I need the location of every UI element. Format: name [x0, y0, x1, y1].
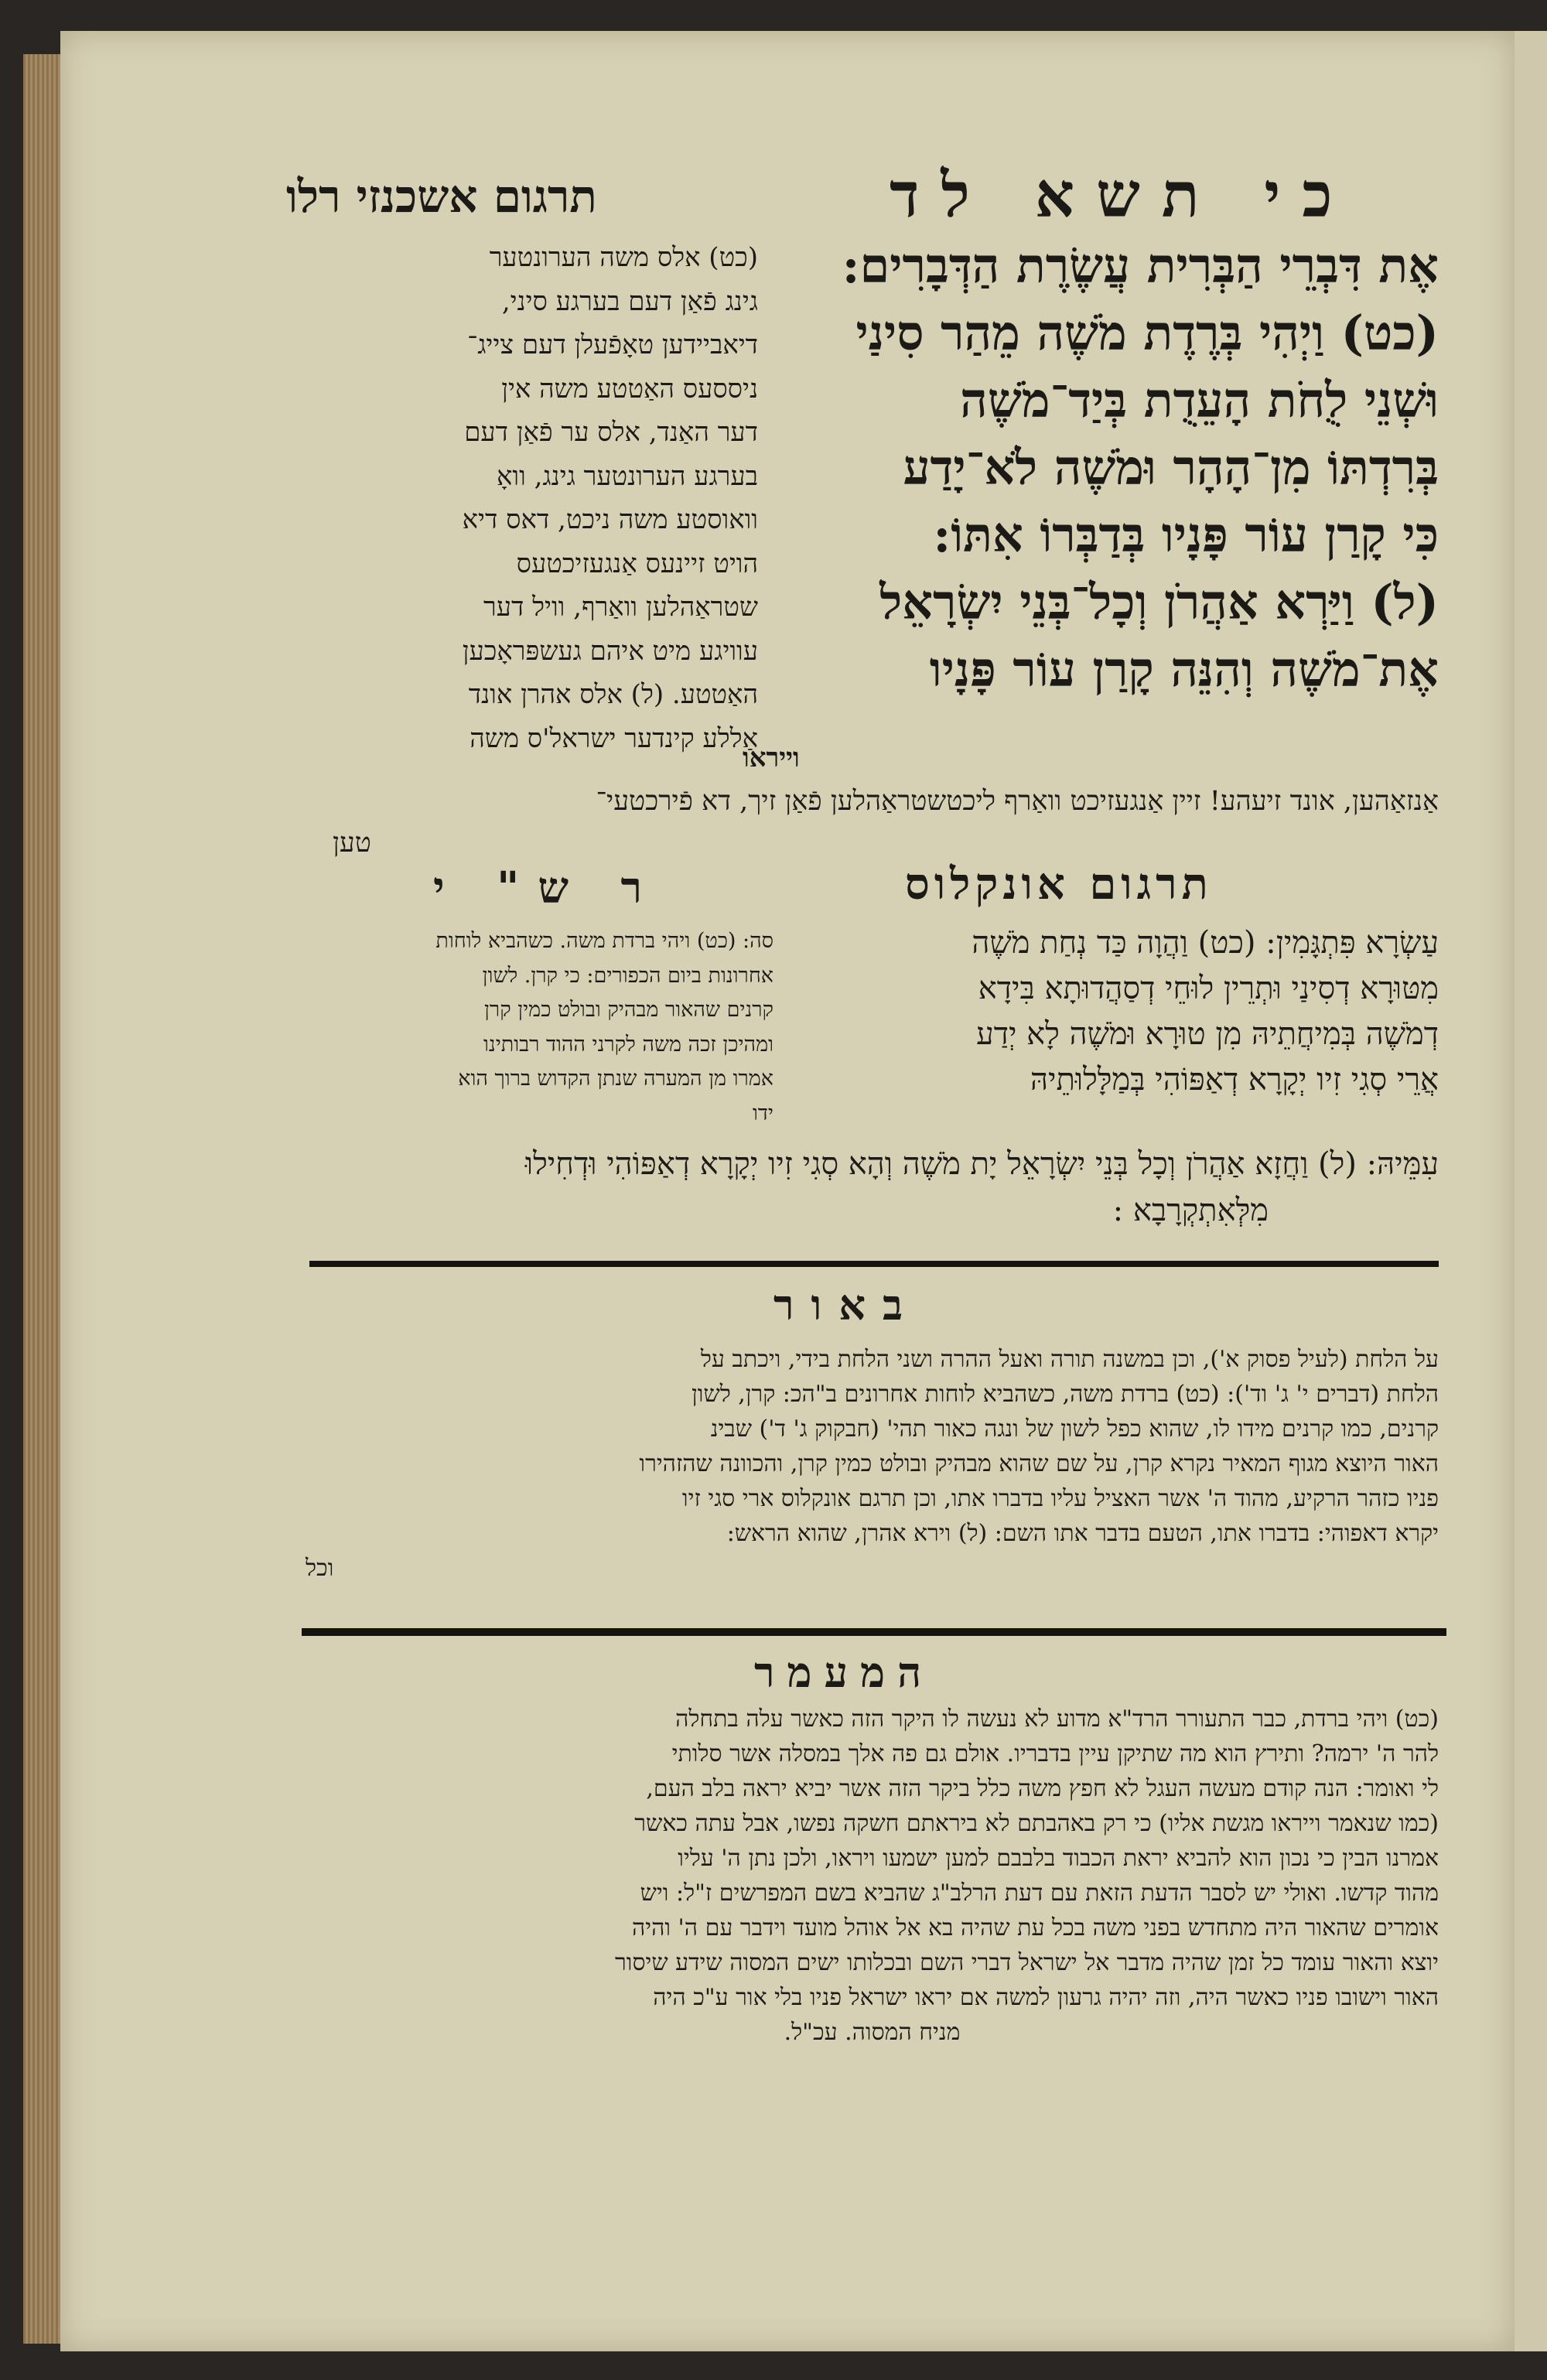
rashi-line: אמרו מן המערה שנתן הקדוש ברוך הוא [458, 1067, 774, 1091]
yiddish-line: וואוסטע משה ניכט, דאס דיא [462, 504, 758, 535]
beur-commentary [306, 1342, 1439, 1586]
yiddish-line: ניססעס האַטטע משה אין [501, 373, 758, 405]
verse-line: בְּרִדְתּוֹ מִן־הָהָר וּמֹשֶׁה לֹא־יָדַע [903, 439, 1439, 496]
beur-line: וכל [306, 1555, 334, 1582]
hameamer-line: אומרים שהאור היה מתחדש בפני משה בכל עת שהיה בא אל אוהל מועד וידבר עם ה' והיה [631, 1914, 1439, 1941]
yiddish-line: דער האַנד, אלס ער פֿאַן דעם [464, 417, 758, 448]
verse-line: כִּי קָרַן עוֹר פָּנָיו בְּדַבְּרוֹ אִתּוֹ: [933, 507, 1439, 563]
hameamer-heading: המעמר [754, 1648, 934, 1697]
rashi-line: קרנים שהאור מבהיק ובולט כמין קרן [484, 998, 774, 1022]
onkelos-line: עִמֵּיהּ: (ל) וַחֲזָא אַהֲרֹן וְכָל בְּנֵי יִשְׂרָאֵל יָת מֹשֶׁה וְהָא סְגִי זִיו יְקָרָא דְאַפּוֹהִי וּדְחִילוּ [524, 1146, 1439, 1182]
torah-verse-block [820, 232, 1439, 703]
rashi-commentary [309, 924, 774, 1131]
running-header-left: תרגום אשכנזי רלו [286, 170, 597, 223]
running-header-right: כי תשא לד [890, 159, 1354, 231]
hameamer-line: יוצא והאור עומד כל זמן שהיה מדבר אל ישראל דברי השם ובכלותו ישים המסוה שידע שיסור [615, 1949, 1439, 1976]
yiddish-continuation-line: אַנזאַהען, אונד זיעהע! זיין אַנגעזיכט וואַרף ליכטשטראַהלען פֿאַן זיך, דא פֿירכטעי־ [596, 786, 1439, 817]
hameamer-line: לי ואומר: הנה קודם מעשה העגל לא חפץ משה כלל ביקר הזה אשר יביא יראה בלב העם, [646, 1775, 1439, 1802]
hameamer-line: להר ה' ירמה? ותירץ הוא מה שתיקן עיין בדבריו. אולם גם פה אלך במסלה אשר סלותי [671, 1740, 1439, 1767]
beur-line: הלחת (דברים י' ג' וד'): (כט) ברדת משה, כשהביא לוחות אחרונים ב"הכ: קרן, לשון [692, 1381, 1439, 1408]
rashi-line: סה: (כט) ויהי ברדת משה. כשהביא לוחות [435, 929, 774, 953]
page-edge [23, 54, 62, 2344]
verse-line: (כט) וַיְהִי בְּרֶדֶת מֹשֶׁה מֵהַר סִינַי [855, 305, 1439, 361]
onkelos-line: עַשְׂרָא פִּתְגָּמִין: (כט) וַהֲוָה כַּד נְחַת מֹשֶׁה [972, 925, 1439, 961]
beur-line: פניו כזהר הרקיע, מהוד ה' אשר האציל עליו בדברו אתו, וכן תרגם אונקלוס ארי סגי זיו [681, 1485, 1439, 1512]
yiddish-line: עוויגע מיט איהם געשפּראָכען [462, 635, 758, 667]
yiddish-translation-column [309, 236, 758, 760]
onkelos-heading: תרגום אונקלוס [905, 859, 1213, 910]
verse-line: (ל) וַיַּרְא אַהֲרֹן וְכָל־בְּנֵי יִשְׂרָאֵל [879, 574, 1439, 630]
verse-catchword: וייראו [743, 743, 800, 773]
beur-heading: באור [774, 1280, 920, 1330]
verse-line: אֶת דִּבְרֵי הַבְּרִית עֲשֶׂרֶת הַדְּבָרִים: [842, 237, 1439, 294]
onkelos-line: מִטּוּרָא דְסִינַי וּתְרֵין לוּחֵי דְסַהֲדוּתָא בִּידָא [978, 971, 1439, 1006]
hameamer-line: (כט) ויהי ברדת, כבר התעורר הרד"א מדוע לא נעשה לו היקר הזה כאשר עלה בתחלה [675, 1706, 1439, 1733]
yiddish-line: אַללע קינדער ישראל'ס משה [470, 722, 758, 754]
rashi-line: ידו [753, 1101, 774, 1125]
yiddish-line: דיאביידען טאָפֿעלן דעם צייג־ [467, 330, 758, 360]
yiddish-line: הויט זיינעס אַנגעזיכטעס [516, 548, 758, 579]
yiddish-last-word: טען [333, 828, 371, 859]
yiddish-line: גינג פֿאַן דעם בערגע סיני, [501, 285, 758, 317]
onkelos-text [820, 920, 1439, 1103]
yiddish-line: האַטטע. (ל) אלס אהרן אונד [468, 679, 758, 710]
verse-line: וּשְׁנֵי לֻחֹת הָעֵדֻת בְּיַד־מֹשֶׁה [960, 372, 1439, 429]
rashi-line: אחרונות ביום הכפורים: כי קרן. לשון [482, 963, 774, 988]
onkelos-line: אֲרֵי סְגִי זִיו יְקָרָא דְאַפּוֹהִי בְּמַלָּלוּתֵיהּ [1030, 1062, 1439, 1098]
beur-line: קרנים, כמו קרנים מידו לו, שהוא כפל לשון של ונגה כאור תהי' (חבקוק ג' ד') שבינ [710, 1415, 1439, 1443]
hameamer-line: מהוד קדשו. ואולי יש לסבר הדעת הזאת עם דעת הרלב"ג שהביא בשם המפרשים ז"ל: ויש [640, 1880, 1439, 1907]
hameamer-line: (כמו שנאמר וייראו מגשת אליו) כי רק באהבתם לא ביראתם חשקה נפשו, אבל עתה כאשר [634, 1810, 1439, 1837]
hameamer-commentary [306, 1702, 1439, 2050]
onkelos-continuation [309, 1141, 1439, 1234]
section-divider [302, 1628, 1446, 1636]
verse-line: אֶת־מֹשֶׁה וְהִנֵּה קָרַן עוֹר פָּנָיו [929, 641, 1439, 698]
onkelos-line: דְמֹשֶׁה בְּמִיחֲתֵיהּ מִן טוּרָא וּמֹשֶׁה לָא יְדַע [976, 1016, 1439, 1052]
hameamer-line: אמרנו הבין כי נכון הוא להביא יראת הכבוד בלבבם למען ישמעו ויראו, ולכן נתן ה' עליו [678, 1845, 1439, 1872]
onkelos-line: מִלְּאִתְקְרָבָא : [1112, 1193, 1269, 1228]
section-divider [309, 1261, 1439, 1267]
beur-line: האור היוצא מגוף המאיר נקרא קרן, על שם שהוא מבהיק ובולט כמין קרן, והכוונה שהזהירו [639, 1450, 1439, 1477]
yiddish-line: שטראַהלען וואַרף, וויל דער [483, 592, 758, 623]
hameamer-line: מניח המסוה. עכ"ל. [784, 2019, 961, 2046]
yiddish-line: בערגע הערונטער גינג, וואָ [497, 460, 758, 492]
beur-line: על הלחת (לעיל פסוק א'), וכן במשנה תורה ואעל ההרה ושני הלחת בידי, ויכתב על [700, 1346, 1439, 1373]
rashi-heading: ר ש" י [433, 862, 661, 913]
yiddish-line: (כט) אלס משה הערונטער [489, 242, 758, 273]
beur-line: יקרא דאפוהי: בדברו אתו, הטעם בדבר אתו השם: (ל) וירא אהרן, שהוא הראש: [726, 1520, 1439, 1547]
rashi-line: ומהיכן זכה משה לקרני ההוד רבותינו [483, 1032, 774, 1057]
hameamer-line: האור וישובו פניו כאשר היה, וזה יהיה גרעון למשה אם יראו ישראל פניו בלי אור ע"כ היה [653, 1984, 1439, 2011]
